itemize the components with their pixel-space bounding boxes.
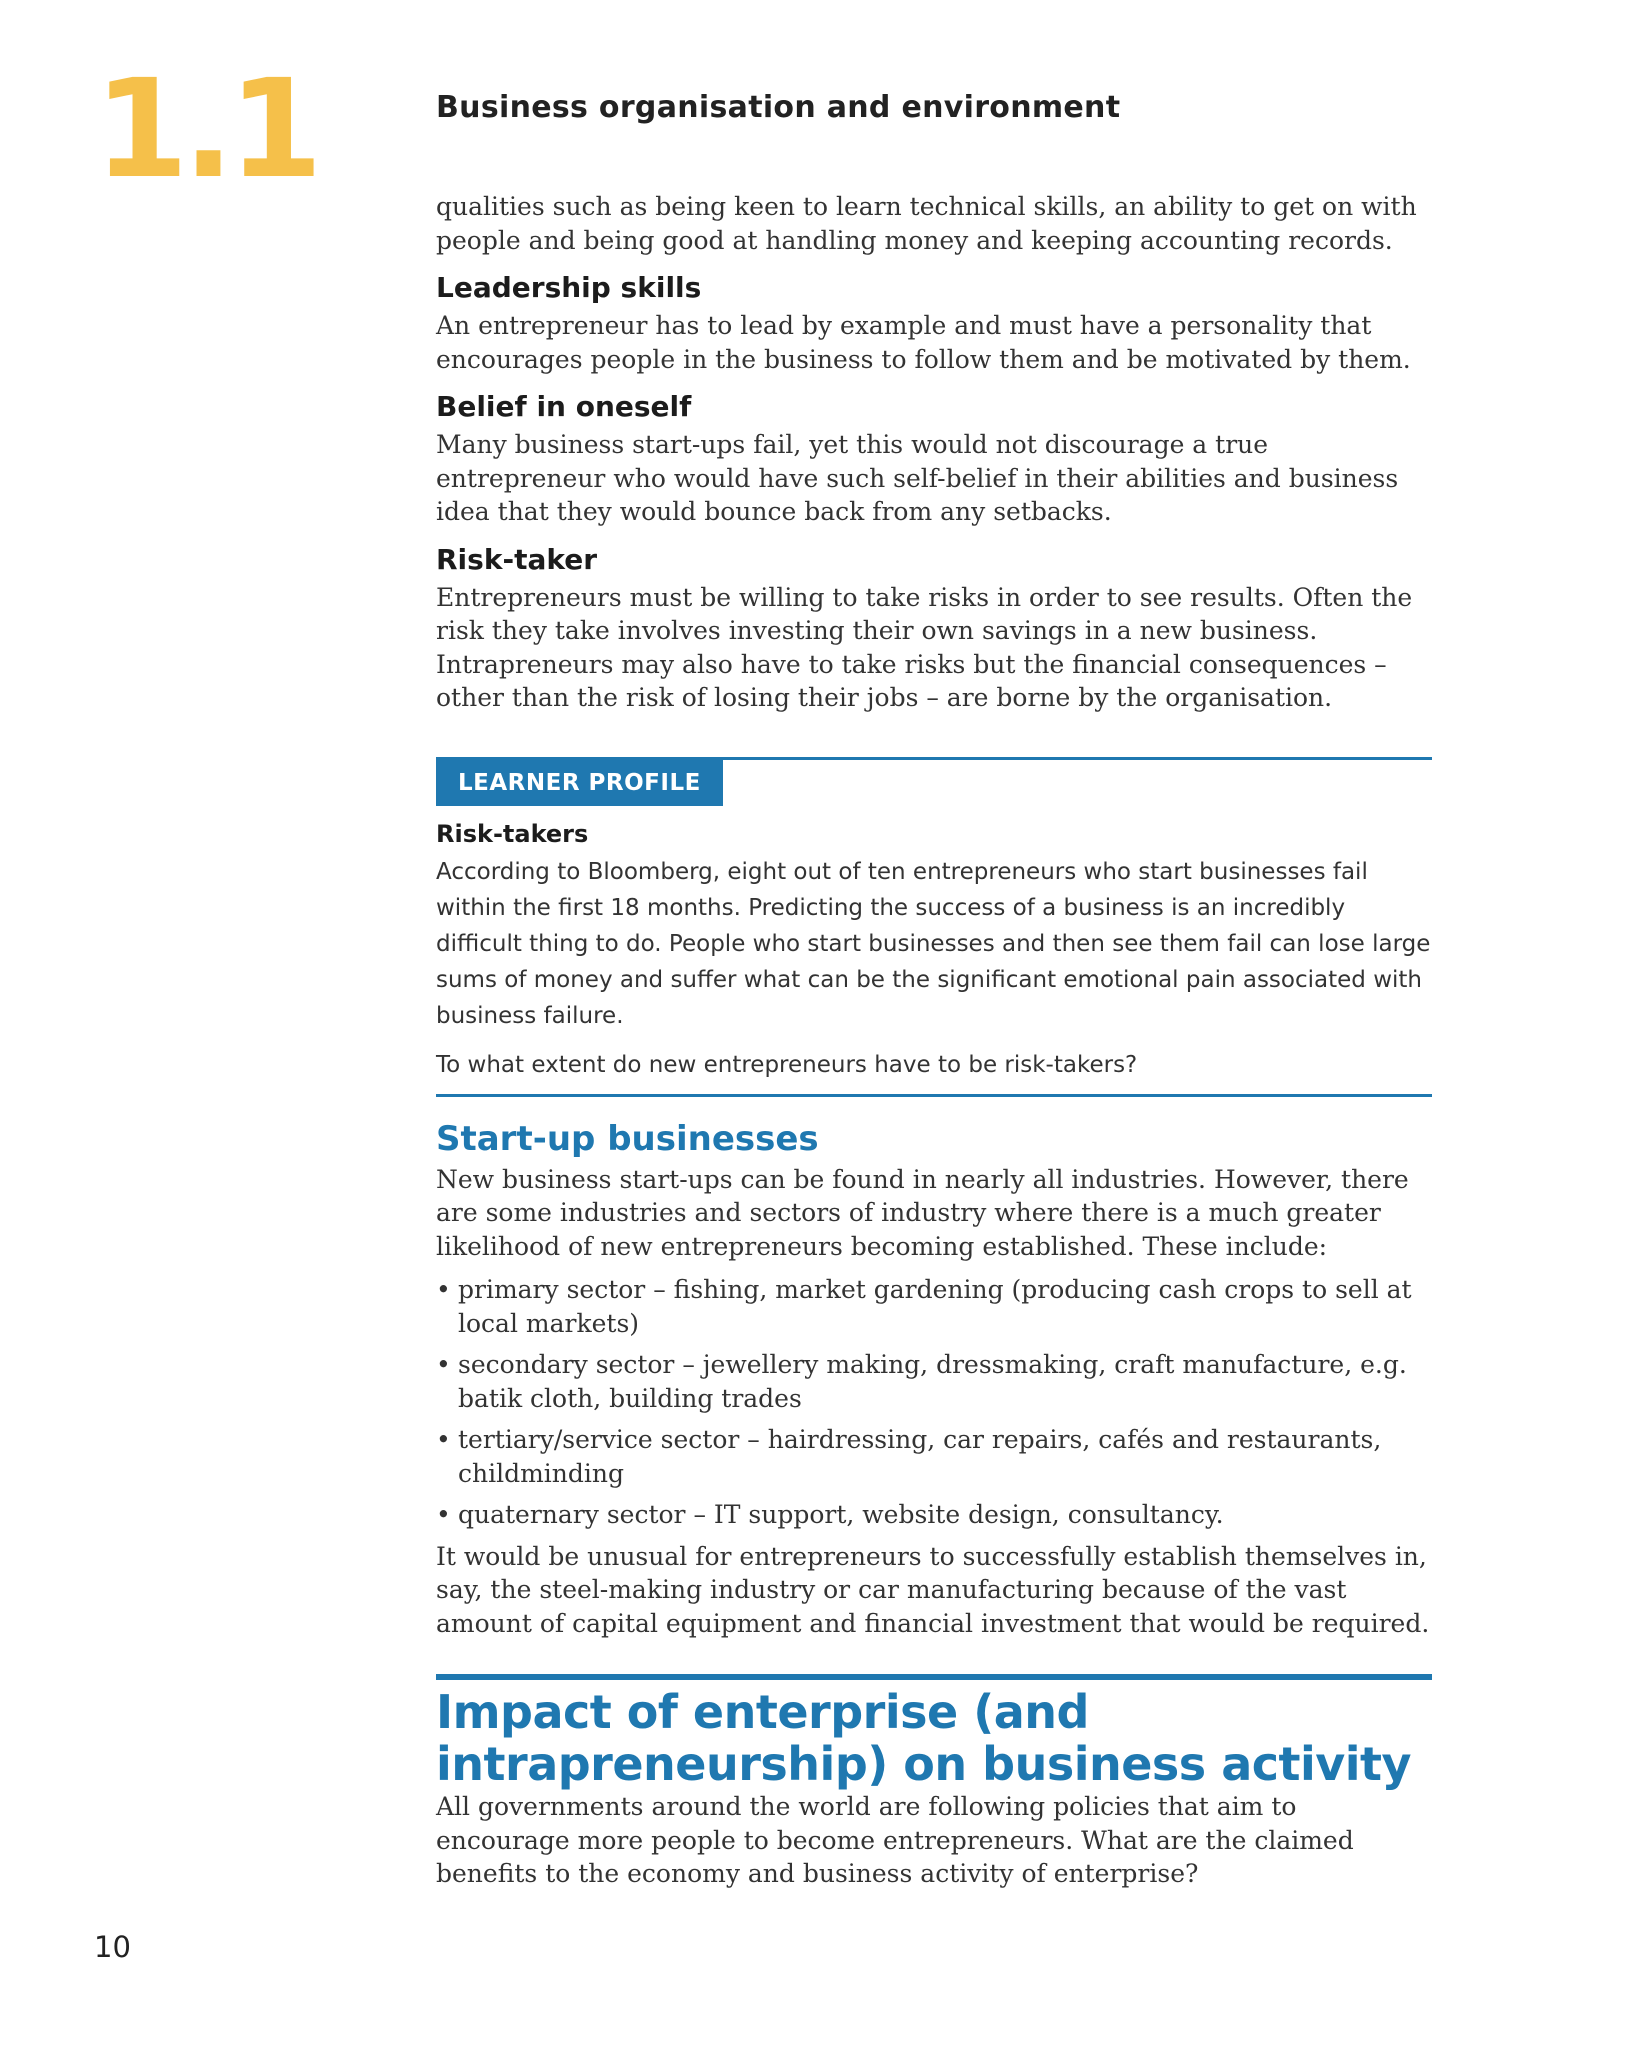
list-item: • secondary sector – jewellery making, dressmaking, craft manufacture, e.g. batik cloth, building trades xyxy=(436,1348,1432,1415)
start-up-closing: It would be unusual for entrepreneurs to successfully establish themselves in, say, the steel-making industry or car manufacturing because of the vast amount of capital equipment and financial investment that would be required. xyxy=(436,1541,1430,1638)
belief-in-oneself-heading: Belief in oneself xyxy=(436,390,692,423)
intro-paragraph: qualities such as being keen to learn technical skills, an ability to get on with people and being good at handling money and keeping accounting records. xyxy=(436,192,1417,255)
learner-profile-tag: LEARNER PROFILE xyxy=(436,760,723,806)
main-content xyxy=(436,190,1432,1891)
list-item: • tertiary/service sector – hairdressing, car repairs, cafés and restaurants, childminding xyxy=(436,1423,1432,1490)
sector-list xyxy=(436,1273,1432,1532)
risk-taker-heading: Risk-taker xyxy=(436,542,598,576)
chapter-number: 1.1 xyxy=(94,51,317,209)
running-header-title: Business organisation and environment xyxy=(436,90,1121,125)
start-up-intro: New business start-ups can be found in nearly all industries. However, there are some industries and sectors of industry where there is a much greater likelihood of new entrepreneurs becoming established. These include: xyxy=(436,1164,1409,1261)
learner-profile-heading: Risk-takers xyxy=(436,819,589,848)
list-item: • quaternary sector – IT support, website design, consultancy. xyxy=(436,1498,1432,1532)
learner-profile-text: According to Bloomberg, eight out of ten entrepreneurs who start businesses fail within the first 18 months. Predicting the success of a business is an incredibly difficult thing to do. People who start businesses and then see them fail can lose large sums of money and suffer what can be the significant emotional pain associated with business failure. xyxy=(436,858,1431,1029)
list-item: • primary sector – fishing, market gardening (producing cash crops to sell at local markets) xyxy=(436,1273,1432,1340)
start-up-businesses-heading: Start-up businesses xyxy=(436,1118,819,1159)
learner-profile-question: To what extent do new entrepreneurs have to be risk-takers? xyxy=(436,1051,1138,1078)
impact-section xyxy=(436,1674,1432,1891)
risk-taker-text: Entrepreneurs must be willing to take risks in order to see results. Often the risk they take involves investing their own savings in a new business. Intrapreneurs may also have to take risks but the financial consequences – other than the risk of losing their jobs – are borne by the organisation. xyxy=(436,582,1413,712)
leadership-skills-text: An entrepreneur has to lead by example and must have a personality that encourages people in the business to follow them and be motivated by them. xyxy=(436,311,1411,374)
page-number: 10 xyxy=(94,1930,131,1964)
belief-in-oneself-text: Many business start-ups fail, yet this would not discourage a true entrepreneur who would have such self-belief in their abilities and business idea that they would bounce back from any setbacks. xyxy=(436,430,1399,526)
impact-heading: Impact of enterprise (and intrapreneurship) on business activity xyxy=(436,1685,1411,1791)
leadership-skills-heading: Leadership skills xyxy=(436,271,702,304)
impact-text: All governments around the world are following policies that aim to encourage more people to become entrepreneurs. What are the claimed benefits to the economy and business activity of enterprise? xyxy=(436,1792,1354,1888)
learner-profile-box xyxy=(436,757,1432,1097)
